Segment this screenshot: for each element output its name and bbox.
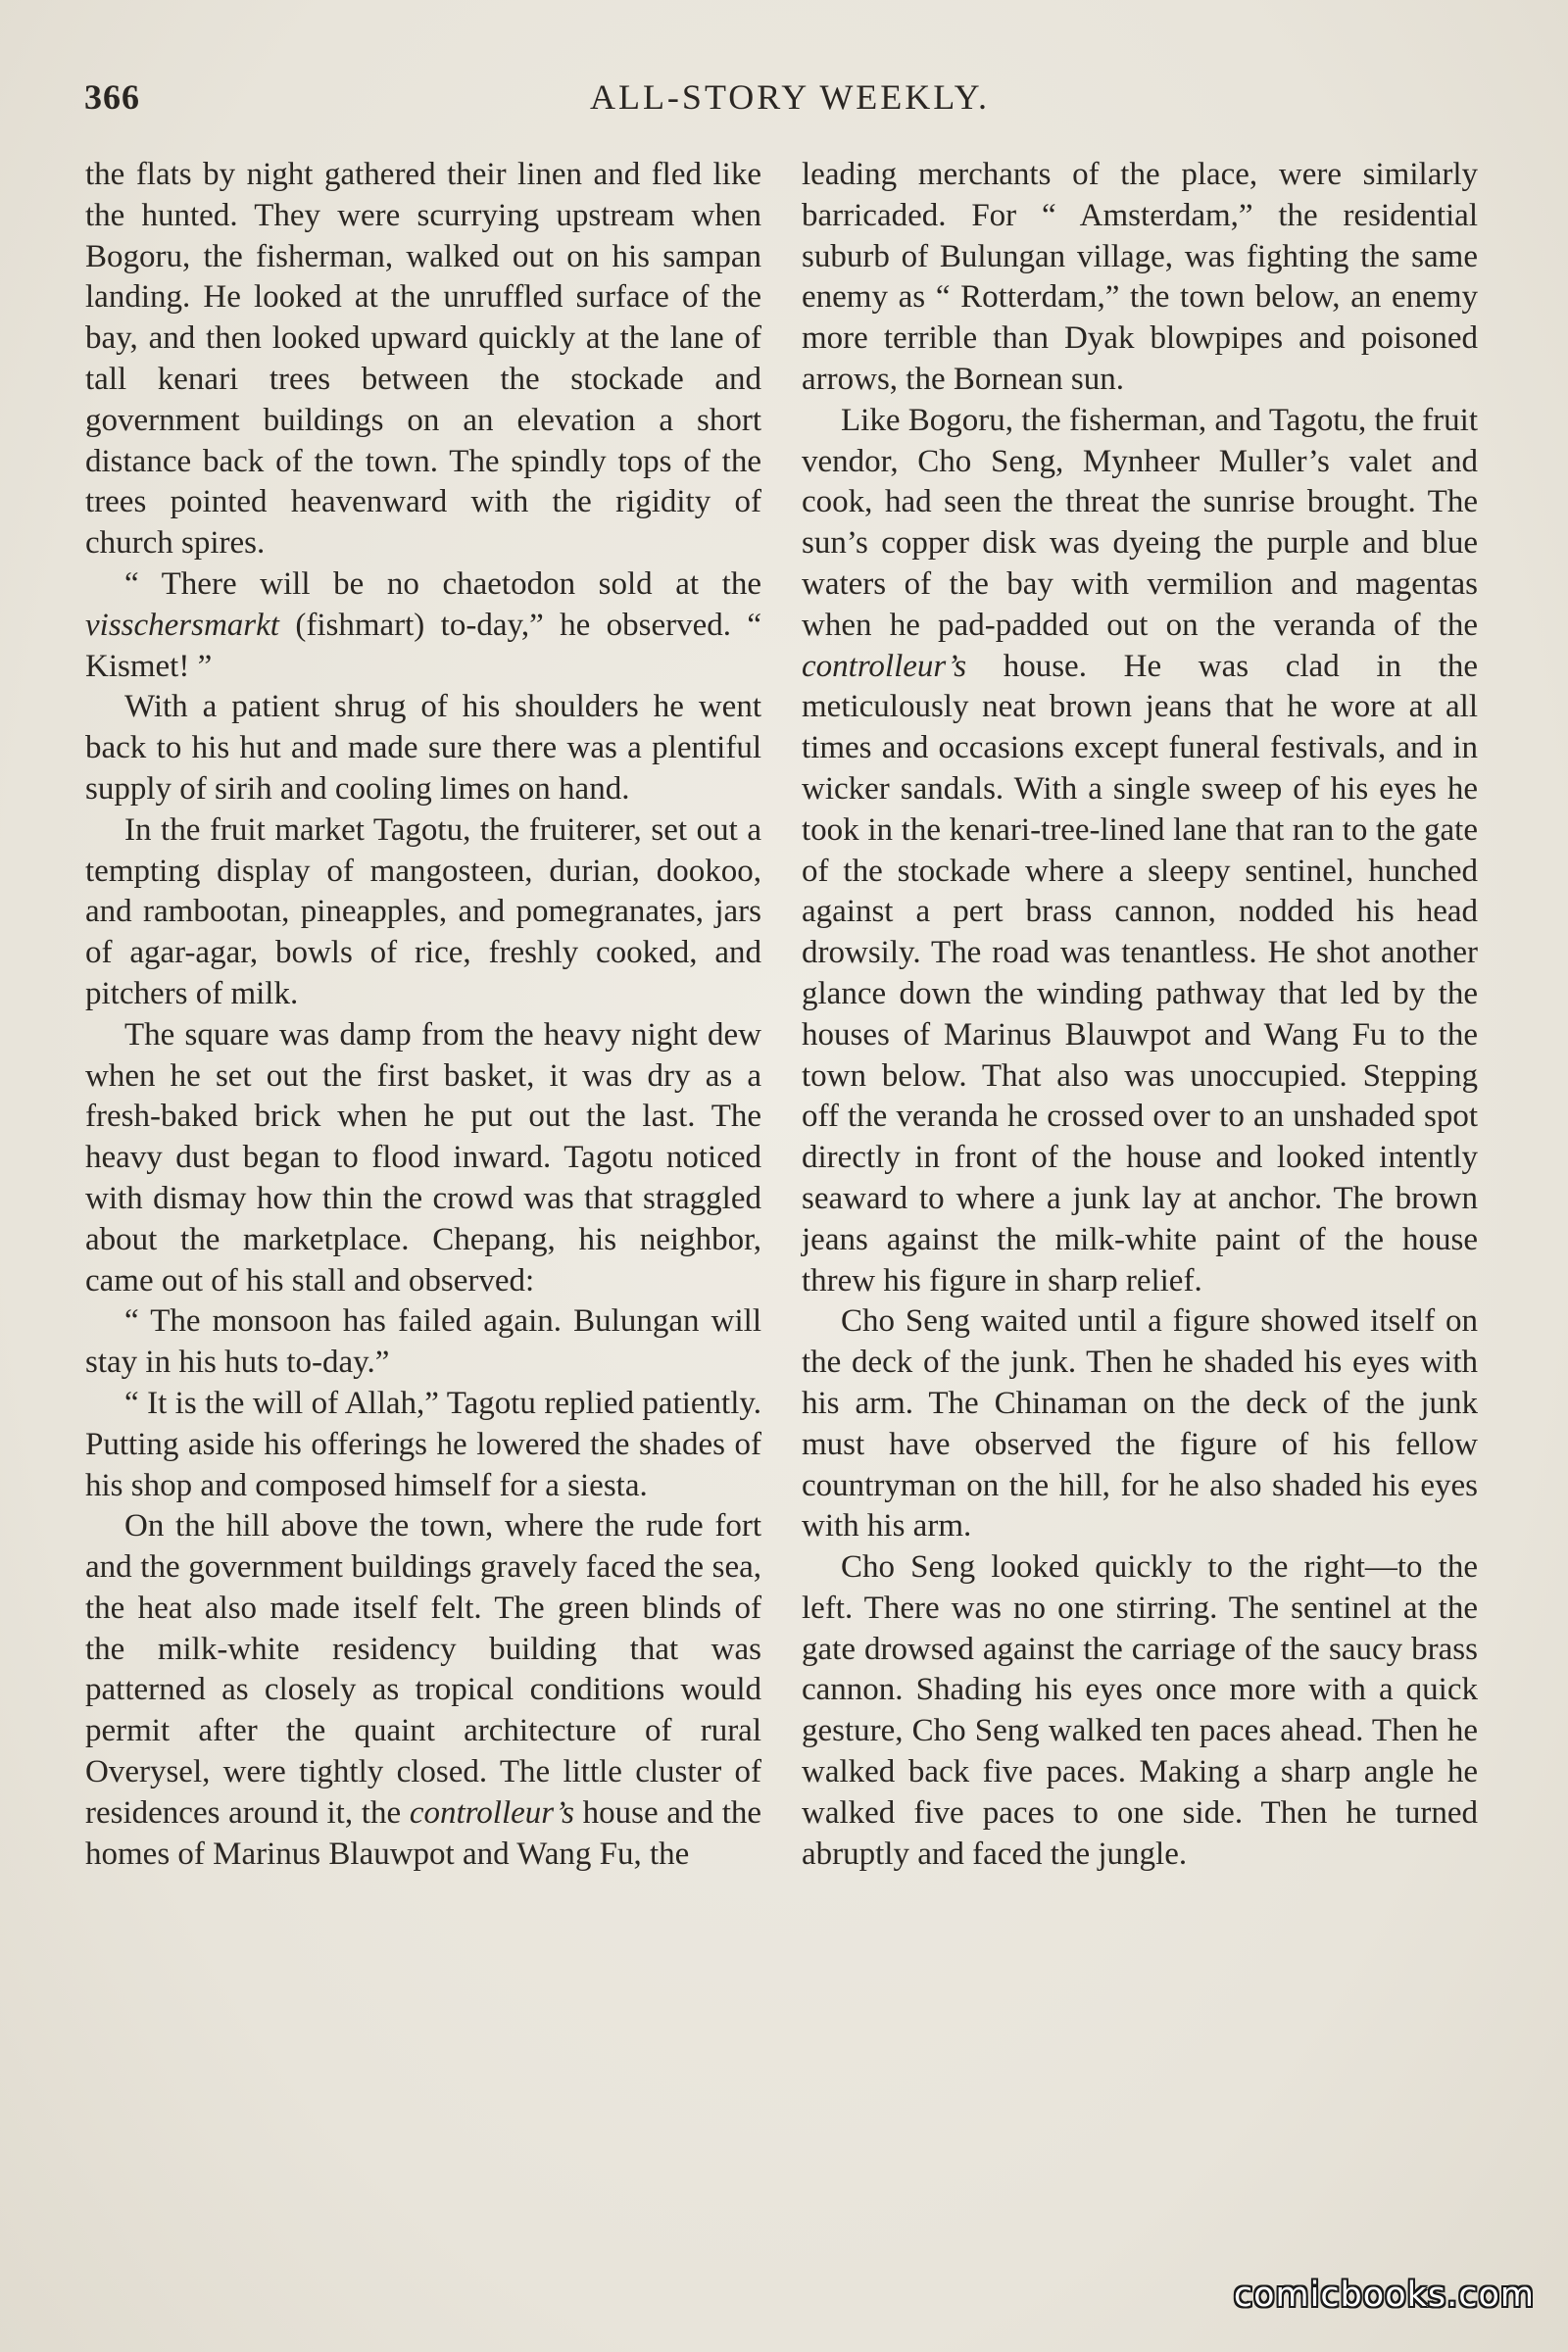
paragraph-text: house and the homes of Marinus Blauwpot and Wang Fu, the [85, 1794, 762, 1872]
page-header [84, 76, 1495, 125]
paragraph-p3 [85, 687, 761, 809]
italic-term: controlleur’s [802, 648, 967, 684]
italic-term: visschersmarkt [85, 607, 279, 643]
paragraph-text: leading merchants of the place, were similarly barricaded. For “ Amsterdam,” the residential suburb of Bulungan village, was fighting the same enemy as “ Rotterdam,” the town below, an enemy more terrible than Dyak blowpipes and poisoned arrows, the Bornean sun. [802, 157, 1478, 397]
watermark: comicbooks.com [1233, 2276, 1535, 2315]
page-number: 366 [84, 77, 140, 117]
paragraph-text: On the hill above the town, where the rude fort and the government buildings gravely faced the sea, the heat also made itself felt. The green blinds of the milk-white residency building that was patterned as closely as tropical conditions would permit after the quaint architecture of rural Overysel, were tightly closed. The little cluster of residences around it, the [85, 1508, 761, 1831]
paragraph-text: With a patient shrug of his shoulders he went back to his hut and made sure there was a plentiful supply of sirih and cooling limes on hand. [85, 689, 761, 807]
left-text-column [85, 155, 761, 1875]
paragraph-p5 [85, 1015, 761, 1302]
paragraph-text: (fishmart) to-day,” he observed. “ Kismet! ” [85, 607, 761, 684]
paragraph-p1 [85, 155, 761, 564]
paragraph-p4 [85, 810, 761, 1015]
paragraph-p12 [802, 1547, 1478, 1875]
paragraph-text: Cho Seng waited until a figure showed itself on the deck of the junk. Then he shaded his eyes with his arm. The Chinaman on the deck of the junk must have observed the figure of his fellow countryman on the hill, for he also shaded his eyes with his arm. [802, 1303, 1478, 1544]
paragraph-p8 [85, 1506, 761, 1875]
running-title: ALL-STORY WEEKLY. [589, 77, 991, 117]
paragraph-p2 [85, 564, 761, 687]
paragraph-text: the flats by night gathered their linen and fled like the hunted. They were scurrying upstream when Bogoru, the fisherman, walked out on his sampan landing. He looked at the unruffled surface of the bay, and then looked upward quickly at the lane of tall kenari trees between the stockade and government buildings on an elevation a short distance back of the town. The spindly tops of the trees pointed heavenward with the rigidity of church spires. [85, 157, 761, 562]
paragraph-text: Cho Seng looked quickly to the right—to the left. There was no one stirring. The sentinel at the gate drowsed against the carriage of the saucy brass cannon. Shading his eyes once more with a quick gesture, Cho Seng walked ten paces ahead. Then he walked back five paces. Making a sharp angle he walked five paces to one side. Then he turned abruptly and faced the jungle. [802, 1549, 1478, 1872]
right-text-column [802, 155, 1478, 1875]
paragraph-p6 [85, 1301, 761, 1384]
paragraph-text: Like Bogoru, the fisherman, and Tagotu, the fruit vendor, Cho Seng, Mynheer Muller’s valet and cook, had seen the threat the sunrise brought. The sun’s copper disk was dyeing the purple and blue waters of the bay with vermilion and magentas when he pad-padded out on the veranda of the [802, 402, 1478, 643]
paragraph-p10 [802, 401, 1478, 1302]
paragraph-p11 [802, 1301, 1478, 1547]
paragraph-text: “ The monsoon has failed again. Bulungan will stay in his huts to-day.” [85, 1303, 761, 1381]
paragraph-p7 [85, 1384, 761, 1506]
paragraph-p9 [802, 155, 1478, 401]
paragraph-text: The square was damp from the heavy night dew when he set out the first basket, it was dry as a fresh-baked brick when he put out the last. The heavy dust began to flood inward. Tagotu noticed with dismay how thin the crowd was that straggled about the marketplace. Chepang, his neighbor, came out of his stall and observed: [85, 1016, 761, 1298]
paragraph-text: house. He was clad in the meticulously neat brown jeans that he wore at all times and occasions except funeral festivals, and in wicker sandals. With a single sweep of his eyes he took in the kenari-tree-lined lane that ran to the gate of the stockade where a sleepy sentinel, hunched against a pert brass cannon, nodded his head drowsily. The road was tenantless. He shot another glance down the winding pathway that led by the houses of Marinus Blauwpot and Wang Fu to the town below. That also was unoccupied. Stepping off the veranda he crossed over to an unshaded spot directly in front of the house and looked intently seaward to where a junk lay at anchor. The brown jeans against the milk-white paint of the house threw his figure in sharp relief. [802, 648, 1478, 1298]
paragraph-text: “ It is the will of Allah,” Tagotu replied patiently. Putting aside his offerings he lowered the shades of his shop and composed himself for a siesta. [85, 1385, 761, 1503]
italic-term: controlleur’s [409, 1794, 574, 1831]
paragraph-text: In the fruit market Tagotu, the fruiterer, set out a tempting display of mangosteen, durian, dookoo, and rambootan, pineapples, and pomegranates, jars of agar-agar, bowls of rice, freshly cooked, and pitchers of milk. [85, 811, 761, 1011]
paragraph-text: “ There will be no chaetodon sold at the [124, 565, 761, 602]
